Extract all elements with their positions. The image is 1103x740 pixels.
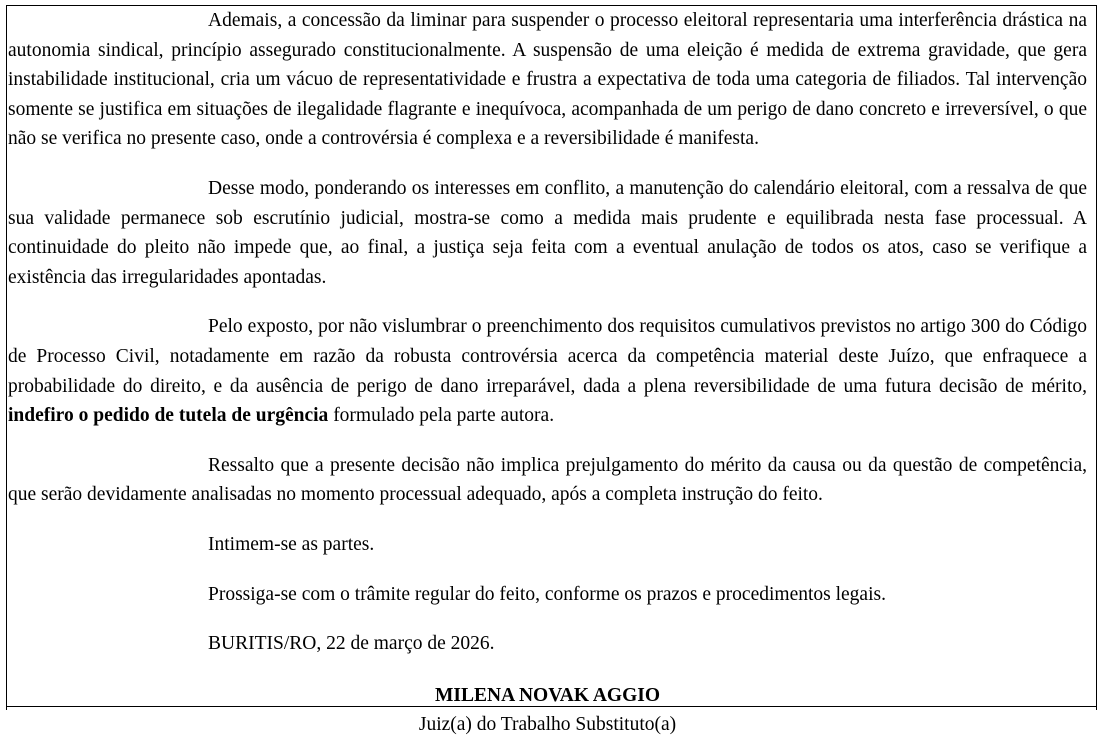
paragraph-2: Desse modo, ponderando os interesses em conflito, a manutenção do calendário eleitoral, com a ressalva de que sua validade permanece sob escrutínio judicial, mostra-se como a medida mais prudente e equilibrada nesta fase processual. A continuidade do pleito não impede que, ao final, a justiça seja feita com a eventual anulação de todos os atos, caso se verifique a existência das irregularidades apontadas. [8, 177, 1087, 288]
page-border-left [6, 5, 7, 710]
paragraph-3 [8, 312, 1087, 430]
paragraph-spacer [8, 431, 1087, 451]
paragraph-3-text-after-ruling: formulado pela parte autora. [328, 405, 555, 427]
paragraph-3-text-before-ruling: Pelo exposto, por não vislumbrar o preenchimento dos requisitos cumulativos previstos no artigo 300 do Código de Processo Civil, notadamente em razão da robusta controvérsia acerca da competência material deste Juízo, que enfraquece a probabilidade do direito, e da ausência de perigo de dano irreparável, dada a plena reversibilidade de uma futura decisão de mérito, [8, 316, 1087, 397]
place-and-date: BURITIS/RO, 22 de março de 2026. [208, 633, 495, 655]
document-body [8, 6, 1087, 740]
paragraph-spacer [8, 609, 1087, 629]
paragraph-spacer [8, 154, 1087, 174]
order-intimate-parties: Intimem-se as partes. [208, 533, 375, 555]
paragraph-spacer [8, 292, 1087, 312]
judge-role: Juiz(a) do Trabalho Substituto(a) [418, 714, 677, 736]
paragraph-spacer [8, 510, 1087, 530]
paragraph-1: Ademais, a concessão da liminar para suspender o processo eleitoral representaria uma interferência drástica na autonomia sindical, princípio assegurado constitucionalmente. A suspensão de uma eleição é medida de extrema gravidade, que gera instabilidade institucional, cria um vácuo de representatividade e frustra a expectativa de toda uma categoria de filiados. Tal intervenção somente se justifica em situações de ilegalidade flagrante e inequívoca, acompanhada de um perigo de dano concreto e irreversível, o que não se verifica no presente caso, onde a controvérsia é complexa e a reversibilidade é manifesta. [8, 10, 1087, 150]
ruling-emphasis: indefiro o pedido de tutela de urgência [8, 405, 329, 427]
signature-block [8, 681, 1087, 740]
judge-name: MILENA NOVAK AGGIO [434, 684, 660, 706]
page-border-right [1096, 5, 1097, 710]
paragraph-spacer [8, 560, 1087, 580]
paragraph-4: Ressalto que a presente decisão não implica prejulgamento do mérito da causa ou da questão de competência, que serão devidamente analisadas no momento processual adequado, após a completa instrução do feito. [8, 454, 1087, 506]
order-proceed-regular: Prossiga-se com o trâmite regular do feito, conforme os prazos e procedimentos legais. [208, 583, 886, 605]
